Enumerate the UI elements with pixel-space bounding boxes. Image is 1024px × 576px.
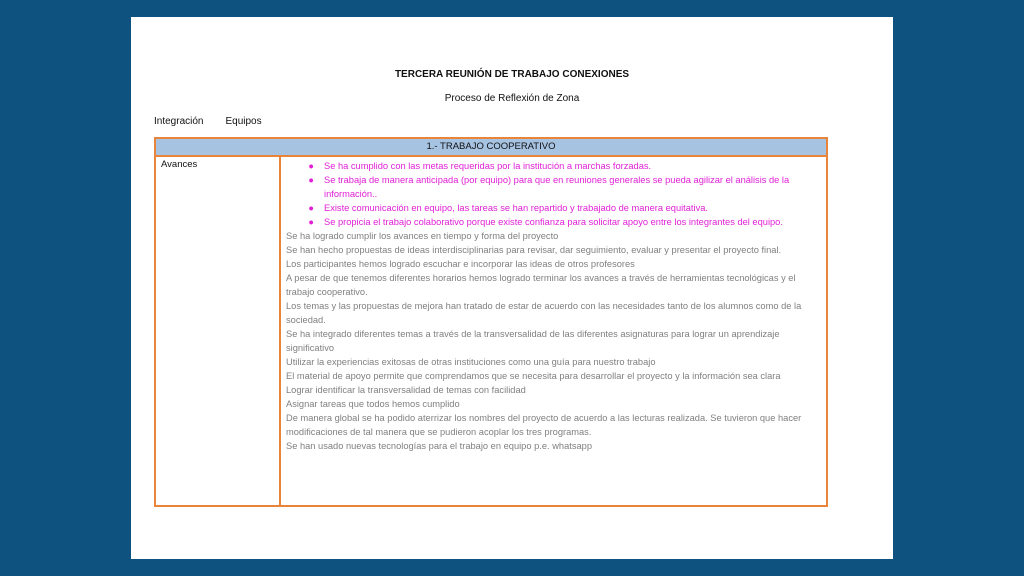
document-subtitle: Proceso de Reflexión de Zona [444,93,580,104]
document-page [131,17,893,559]
bullet-dot-icon: ● [308,161,314,171]
bullet-item: ● Se trabaja de manera anticipada (por equipo) para que en reuniones generales se pueda agilizar el análisis de la información.. [306,173,820,201]
list-item: Se han usado nuevas tecnologías para el trabajo en equipo p.e. whatsapp [286,441,592,451]
list-item: Los temas y las propuestas de mejora han tratado de estar de acuerdo con las necesidades tanto de los alumnos como de la sociedad. [286,301,802,325]
list-item: El material de apoyo permite que comprendamos que se necesita para desarrollar el proyecto y la información sea clara [286,371,781,381]
list-item: Se ha logrado cumplir los avances en tiempo y forma del proyecto [286,231,559,241]
list-item: Los participantes hemos logrado escuchar e incorporar las ideas de otros profesores [286,259,635,269]
bullet-dot-icon: ● [308,175,314,185]
bullet-item: ● Se ha cumplido con las metas requeridas por la institución a marchas forzadas. [306,159,820,173]
list-item: Se han hecho propuestas de ideas interdisciplinarias para revisar, dar seguimiento, evaluar y presentar el proyecto final. [286,245,782,255]
progress-items [286,229,820,453]
document-meta [154,116,262,127]
bullet-item: ● Se propicia el trabajo colaborativo porque existe confianza para solicitar apoyo entre los integrantes del equipo. [306,215,820,229]
meta-integration: Integración [154,116,204,127]
bullet-dot-icon: ● [308,203,314,213]
bullet-dot-icon: ● [308,217,314,227]
meta-teams: Equipos [225,116,262,127]
list-item: A pesar de que tenemos diferentes horarios hemos logrado terminar los avances a través de herramientas tecnológicas y el trabajo cooperativo. [286,273,796,297]
list-item: De manera global se ha podido aterrizar los nombres del proyecto de acuerdo a las lecturas realizada. Se tuvieron que hacer modificaciones de tal manera que se pudieron acoplar los tres programas. [286,413,802,437]
cooperative-work-table [154,137,828,507]
bullet-list [286,159,820,229]
document-title: TERCERA REUNIÓN DE TRABAJO CONEXIONES [394,69,630,80]
list-item: Asignar tareas que todos hemos cumplido [286,399,460,409]
list-item: Lograr identificar la transversalidad de temas con facilidad [286,385,526,395]
row-content [281,157,826,505]
bullet-item: ● Existe comunicación en equipo, las tareas se han repartido y trabajado de manera equitativa. [306,201,820,215]
list-item: Utilizar la experiencias exitosas de otras instituciones como una guía para nuestro trabajo [286,357,656,367]
list-item: Se ha integrado diferentes temas a través de la transversalidad de las diferentes asignaturas para lograr un aprendizaje significativo [286,329,780,353]
row-label: Avances [156,157,281,505]
table-header: 1.- TRABAJO COOPERATIVO [156,139,826,157]
table-body [156,157,826,505]
